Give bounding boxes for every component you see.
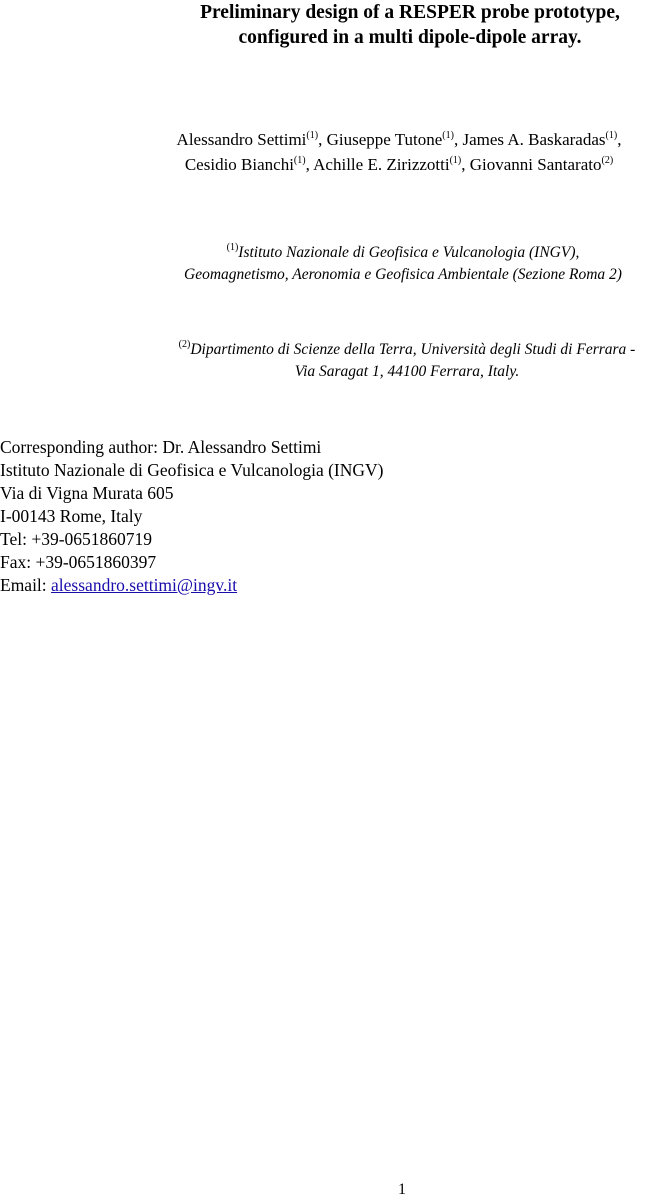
- email-link[interactable]: alessandro.settimi@ingv.it: [51, 575, 238, 595]
- author-name: Cesidio Bianchi: [184, 155, 294, 174]
- title-line-1: Preliminary design of a RESPER probe prototype,: [200, 2, 620, 23]
- author-name: Achille E. Zirizzotti: [313, 155, 450, 174]
- corresponding-tel: Tel: +39-0651860719: [0, 529, 153, 549]
- author-affiliation-marker: (1): [293, 155, 306, 166]
- author-separator: ,: [318, 130, 327, 149]
- author-separator: ,: [453, 130, 463, 149]
- affiliation-1-line-1: [143, 242, 663, 264]
- author-affiliation-marker: (1): [449, 155, 462, 166]
- author-affiliation-marker: (1): [605, 130, 618, 141]
- affiliation-2: [147, 339, 667, 383]
- page-number: 1: [398, 1181, 406, 1198]
- corresponding-author-line: Corresponding author: Dr. Alessandro Settimi: [0, 437, 322, 457]
- author-line-1: [120, 127, 670, 152]
- affiliation-marker: (2): [178, 339, 191, 350]
- author-affiliation-marker: (1): [306, 130, 319, 141]
- corresponding-email-row: [0, 574, 384, 597]
- author-name: James A. Baskaradas: [462, 130, 606, 149]
- affiliation-text: Istituto Nazionale di Geofisica e Vulcanologia (INGV),: [238, 244, 580, 261]
- author-separator: ,: [305, 155, 314, 174]
- affiliation-2-line-2: Via Saragat 1, 44100 Ferrara, Italy.: [294, 363, 520, 380]
- affiliation-1-line-2: Geomagnetismo, Aeronomia e Geofisica Ambientale (Sezione Roma 2): [184, 266, 622, 283]
- author-list: [120, 127, 670, 177]
- corresponding-institution: Istituto Nazionale di Geofisica e Vulcanologia (INGV): [0, 460, 384, 480]
- author-line-2: [120, 152, 670, 177]
- author-name: Giovanni Santarato: [469, 155, 602, 174]
- corresponding-author-block: [0, 436, 384, 597]
- corresponding-city: I-00143 Rome, Italy: [0, 506, 143, 526]
- author-separator: ,: [617, 130, 622, 149]
- paper-title: [140, 0, 670, 50]
- corresponding-fax: Fax: +39-0651860397: [0, 552, 157, 572]
- author-affiliation-marker: (1): [442, 130, 454, 141]
- title-line-2: configured in a multi dipole-dipole array.: [238, 27, 582, 48]
- corresponding-street: Via di Vigna Murata 605: [0, 483, 174, 503]
- author-name: Giuseppe Tutone: [326, 130, 443, 149]
- author-affiliation-marker: (2): [601, 155, 614, 166]
- author-separator: ,: [461, 155, 470, 174]
- affiliation-1: [143, 242, 663, 286]
- author-name: Alessandro Settimi: [176, 130, 307, 149]
- email-label: Email:: [0, 575, 52, 595]
- affiliation-marker: (1): [226, 242, 239, 253]
- affiliation-text: Dipartimento di Scienze della Terra, Università degli Studi di Ferrara -: [190, 341, 636, 358]
- affiliation-2-line-1: [147, 339, 667, 361]
